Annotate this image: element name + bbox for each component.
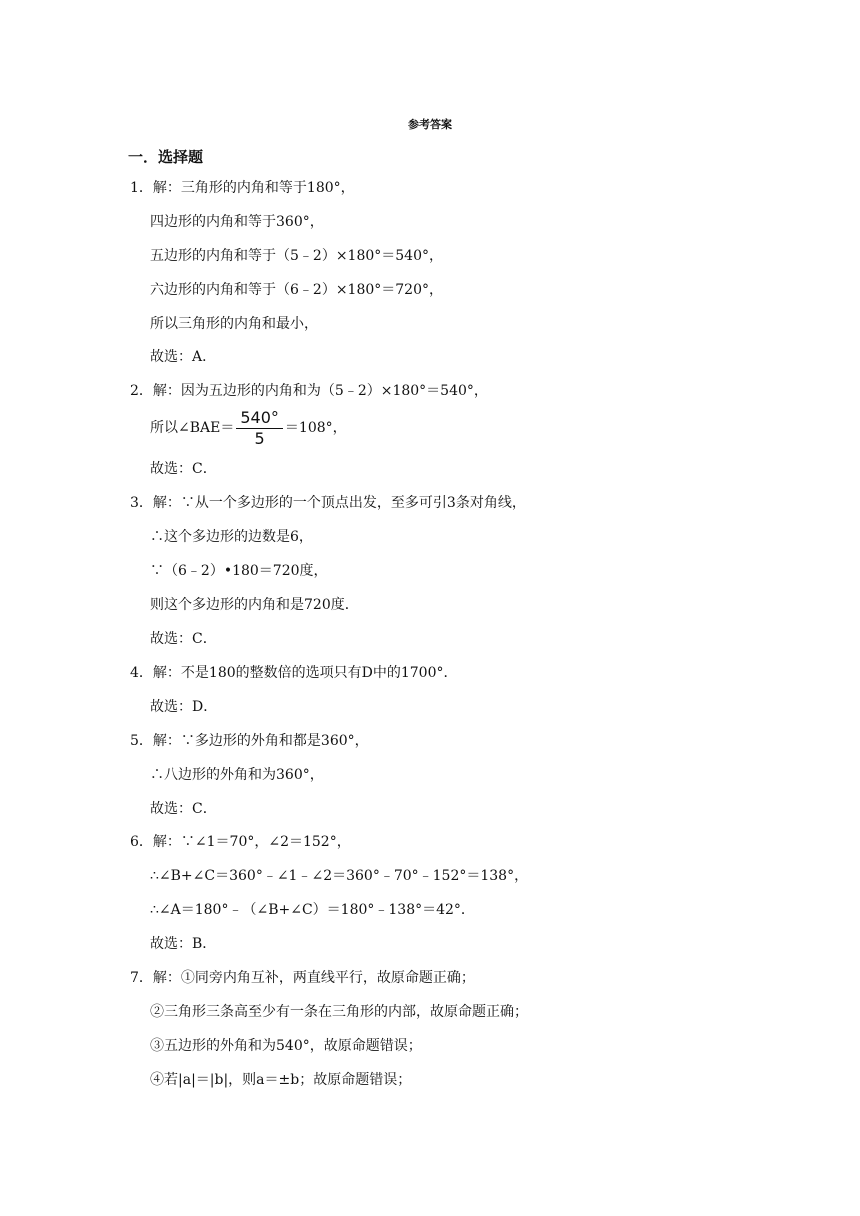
answer-7-line: ②三角形三条高至少有一条在三角形的内部，故原命题正确； (150, 1004, 528, 1020)
answer-3-line: ∴这个多边形的边数是6， (150, 529, 313, 545)
answer-5-line: ∴八边形的外角和为360°， (150, 767, 324, 783)
fraction-denominator: 5 (254, 428, 265, 448)
answer-3-line: 3．解：∵从一个多边形的一个顶点出发，至多可引3条对角线， (130, 495, 526, 511)
answer-6-line: ∴∠B+∠C＝360°﹣∠1﹣∠2＝360°﹣70°﹣152°＝138°， (150, 868, 529, 884)
answer-2-choice: 故选：C． (150, 461, 217, 477)
page-title: 参考答案 (408, 118, 452, 131)
answer-7-line: 7．解：①同旁内角互补，两直线平行，故原命题正确； (130, 970, 475, 986)
answer-7-line: ④若|a|＝|b|，则a＝±b；故原命题错误； (150, 1072, 412, 1088)
answer-2-line: 2．解：因为五边形的内角和为（5﹣2）×180°＝540°， (130, 383, 488, 399)
answer-7-line: ③五边形的外角和为540°，故原命题错误； (150, 1038, 422, 1054)
answer-6-choice: 故选：B． (150, 936, 217, 952)
answer-1-choice: 故选：A． (150, 349, 217, 365)
answer-1-line: 四边形的内角和等于360°， (150, 214, 324, 230)
answer-1-line: 1．解：三角形的内角和等于180°， (130, 180, 355, 196)
answer-4-line: 4．解：不是180的整数倍的选项只有D中的1700°． (130, 665, 458, 681)
answer-6-line: 6．解：∵∠1＝70°，∠2＝152°， (130, 834, 351, 850)
section-heading: 一．选择题 (128, 148, 204, 166)
answer-5-line: 5．解：∵多边形的外角和都是360°， (130, 733, 369, 749)
answer-3-choice: 故选：C． (150, 631, 217, 647)
answer-2-fraction-line (150, 408, 347, 448)
answer-1-line: 六边形的内角和等于（6﹣2）×180°＝720°， (150, 282, 443, 298)
answer-5-choice: 故选：C． (150, 801, 217, 817)
answer-6-line: ∴∠A＝180°﹣（∠B+∠C）＝180°﹣138°＝42°． (150, 902, 475, 918)
angle-text: 所以∠BAE＝ (150, 420, 235, 436)
answer-1-line: 五边形的内角和等于（5﹣2）×180°＝540°， (150, 248, 443, 264)
answer-3-line: 则这个多边形的内角和是720度． (150, 597, 359, 613)
answer-4-choice: 故选：D． (150, 699, 218, 715)
fraction-numerator: 540° (236, 409, 283, 429)
fraction (236, 409, 283, 448)
answer-3-line: ∵（6﹣2）•180＝720度， (150, 563, 328, 579)
answer-1-line: 所以三角形的内角和最小， (150, 316, 318, 332)
fraction-result: ＝108°， (284, 420, 347, 436)
